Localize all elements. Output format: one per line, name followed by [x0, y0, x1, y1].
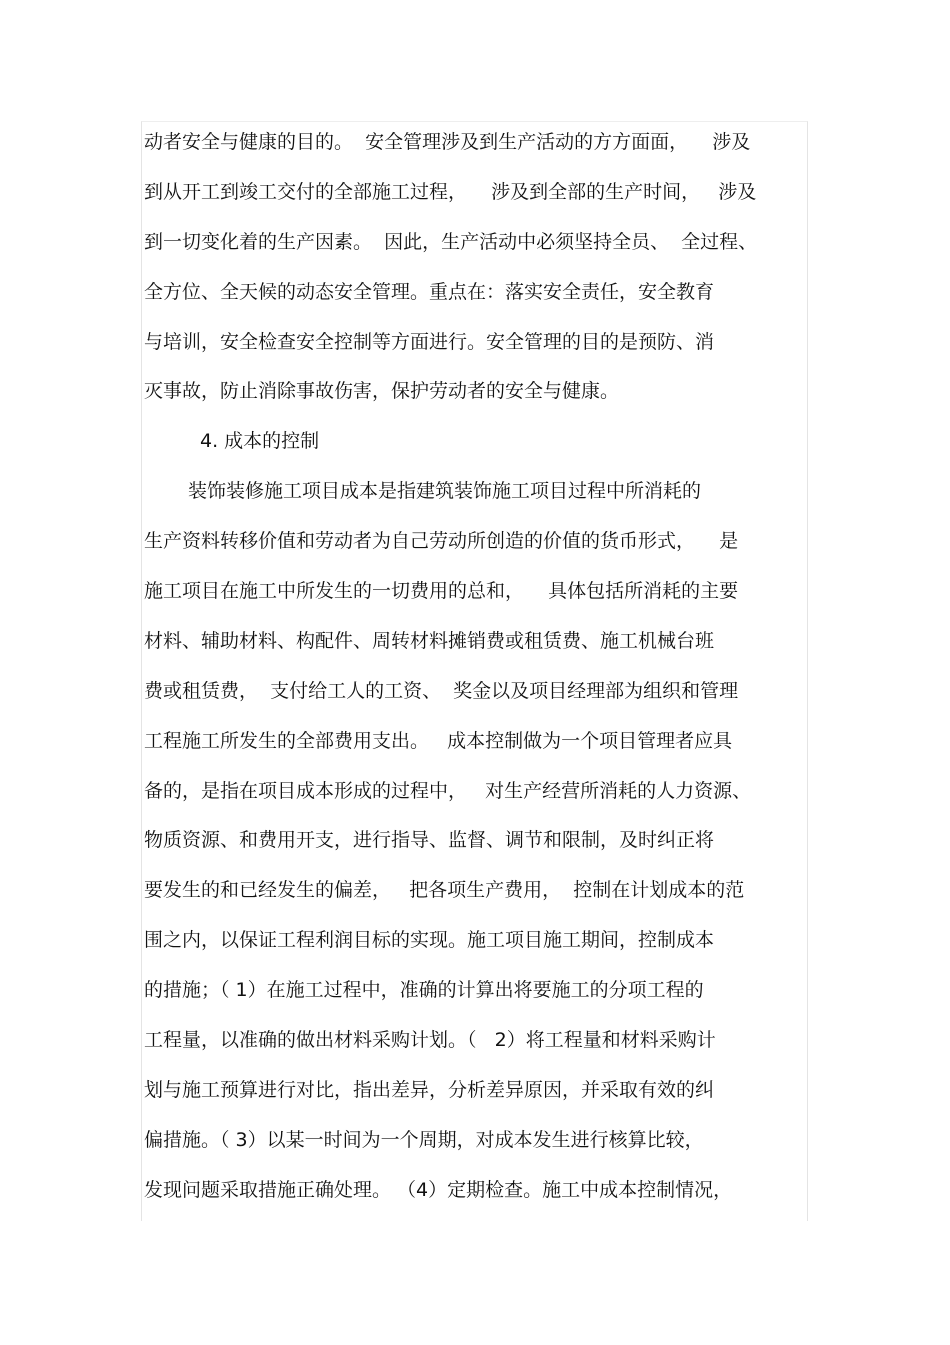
paragraph-line: 费或租赁费， 支付给工人的工资、 奖金以及项目经理部为组织和管理: [144, 679, 739, 702]
paragraph-line: 到从开工到竣工交付的全部施工过程， 涉及到全部的生产时间， 涉及: [144, 180, 757, 203]
paragraph-line: 与培训，安全检查安全控制等方面进行。安全管理的目的是预防、消: [144, 330, 715, 353]
paragraph-line: 全方位、全天候的动态安全管理。重点在：落实安全责任，安全教育: [144, 280, 715, 303]
paragraph-line: 施工项目在施工中所发生的一切费用的总和， 具体包括所消耗的主要: [144, 580, 739, 603]
section-heading: 4. 成本的控制: [200, 430, 320, 453]
paragraph-line: 的措施；（ 1）在施工过程中，准确的计算出将要施工的分项工程的: [144, 979, 704, 1002]
paragraph-line: 围之内，以保证工程利润目标的实现。施工项目施工期间，控制成本: [144, 929, 715, 952]
paragraph-line: 材料、辅助材料、构配件、周转材料摊销费或租赁费、施工机械台班: [144, 629, 715, 652]
paragraph-line: 划与施工预算进行对比，指出差异，分析差异原因，并采取有效的纠: [144, 1078, 715, 1101]
paragraph-line: 工程量，以准确的做出材料采购计划。（ 2）将工程量和材料采购计: [144, 1029, 716, 1052]
paragraph-line: 到一切变化着的生产因素。 因此，生产活动中必须坚持全员、 全过程、: [144, 230, 758, 253]
paragraph-line: 动者安全与健康的目的。 安全管理涉及到生产活动的方方面面， 涉及: [144, 131, 751, 153]
paragraph-line: 物质资源、和费用开支，进行指导、监督、调节和限制，及时纠正将: [144, 829, 715, 852]
paragraph-line: 发现问题采取措施正确处理。 （4）定期检查。施工中成本控制情况，: [144, 1178, 733, 1201]
paragraph-line: 偏措施。（ 3）以某一时间为一个周期，对成本发生进行核算比较，: [144, 1128, 704, 1151]
paragraph-line: 装饰装修施工项目成本是指建筑装饰施工项目过程中所消耗的: [188, 480, 702, 503]
paragraph-line: 灭事故，防止消除事故伤害，保护劳动者的安全与健康。: [144, 380, 620, 403]
paragraph-line: 要发生的和已经发生的偏差， 把各项生产费用， 控制在计划成本的范: [144, 879, 745, 902]
paragraph-line: 生产资料转移价值和劳动者为自己劳动所创造的价值的货币形式， 是: [144, 530, 739, 553]
paragraph-line: 工程施工所发生的全部费用支出。 成本控制做为一个项目管理者应具: [144, 729, 733, 752]
document-body: [144, 118, 808, 1216]
paragraph-line: 备的，是指在项目成本形成的过程中， 对生产经营所消耗的人力资源、: [144, 779, 752, 802]
